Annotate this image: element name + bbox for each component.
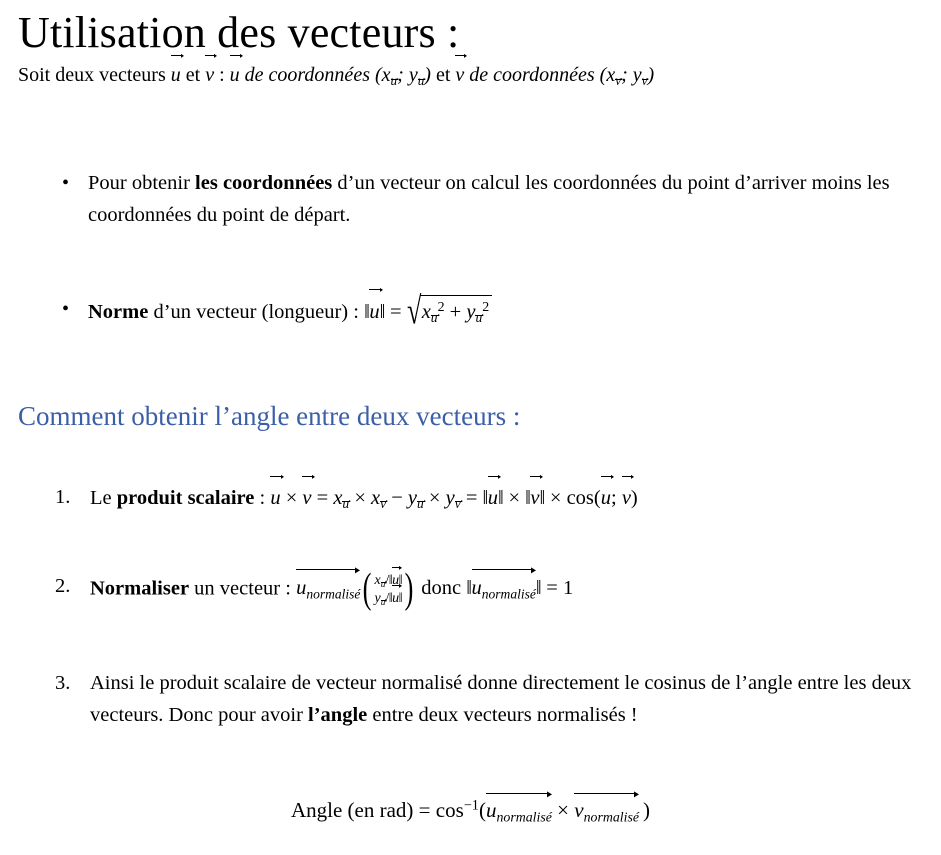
step-2-after: un vecteur : [189, 577, 297, 600]
step-1-number: 1. [55, 486, 71, 508]
sqrt-term2-exp: 2 [482, 299, 490, 315]
coord-v-sep: ; [621, 64, 633, 87]
norm-close: ‖ [379, 300, 385, 323]
ps-cos-close: ) [630, 487, 638, 509]
ps-norm-u-open: ‖ [482, 487, 488, 509]
ps-minus: − [386, 487, 408, 509]
sqrt-sign-icon: √ [406, 289, 422, 332]
sqrt-radicand: $x_u^2 + y_u^2$ [420, 295, 493, 329]
ps-xv: x [371, 487, 381, 509]
document-page [0, 8, 941, 855]
coord-u-sep: ; [397, 64, 409, 87]
ps-norm-u-vec: u [488, 482, 498, 515]
intro-prefix: Soit deux vecteurs [18, 64, 171, 87]
coord-v-x: x [606, 64, 616, 87]
ps-norm-v-open: ‖ [525, 487, 531, 509]
bullet-coordonnees-before: Pour obtenir [88, 172, 196, 194]
sqrt-plus: + [444, 300, 467, 323]
bullet-list [0, 168, 900, 390]
sqrt-term1-exp: 2 [437, 299, 445, 315]
final-open: ( [478, 798, 486, 822]
coord-v-close: ) [647, 64, 655, 87]
ps-xu: x [333, 487, 343, 509]
final-u-vector [486, 796, 552, 823]
final-label: Angle (en rad) [290, 798, 414, 822]
unorm-result: 1 [562, 577, 574, 600]
ps-times-5: × [544, 487, 567, 509]
ps-norm-v-vec: v [530, 482, 539, 515]
intro-phrase-2: de coordonnées [464, 64, 600, 87]
step-3-number: 3. [55, 671, 71, 694]
final-cos: cos [435, 798, 464, 822]
column-vector [360, 565, 416, 613]
unorm-norm-base: u [471, 577, 482, 600]
final-v-base: v [574, 798, 584, 822]
final-u-sub: normalisé [496, 809, 552, 825]
bullet-coordonnees-after: d’un vecteur on calcul les coordonnées du point d’arriver moins les coordonnées du point de départ. [88, 172, 890, 226]
coord-u-y: y [408, 64, 418, 87]
bullet-norme-after: d’un vecteur (longueur) : [148, 300, 365, 323]
sqrt-expression [406, 289, 493, 332]
page-title: Utilisation des vecteurs : [18, 8, 460, 57]
ps-times-2: × [349, 487, 371, 509]
unorm-norm-sub: normalisé [481, 586, 536, 602]
colvec-top-den-vec: u [392, 572, 399, 588]
norm-open: ‖ [364, 300, 370, 323]
coord-u-close: ) [424, 64, 431, 87]
step-3-bold: l’angle [308, 703, 368, 726]
intro-mid2: : [214, 64, 230, 87]
sqrt-term1-base: x [421, 300, 431, 323]
ps-norm-u-close: ‖ [498, 487, 504, 509]
final-u-base: u [485, 798, 497, 822]
ps-cos-u: u [601, 482, 611, 515]
colvec-bot-den-vec: u [392, 591, 399, 607]
intro-phrase-1: de coordonnées [239, 64, 375, 87]
ps-yu: y [407, 487, 418, 509]
section-heading [18, 400, 520, 432]
step-1-after: : [254, 487, 271, 509]
norm-vector-u: u [369, 296, 379, 329]
list-item-norme [0, 289, 900, 332]
ps-times-4: × [503, 487, 526, 509]
ps-cos-v: v [622, 482, 631, 515]
produit-scalaire-formula: $u \times v = x_u \times x_v - y_u \times y_v$ = ‖u‖ × ‖v‖ × cos(u; v) [270, 487, 637, 509]
list-item-produit-scalaire [0, 482, 920, 515]
coord-u-open: ( [374, 64, 382, 87]
final-exponent: −1 [463, 797, 479, 814]
colvec-bot-den: /‖u‖ [385, 591, 403, 607]
numbered-list [0, 482, 920, 731]
normaliser-formula [296, 565, 574, 613]
step-3-before: Ainsi le produit scalaire de vecteur normalisé donne directement le cosinus de l’angle entre les deux vecteurs. Donc pour avoir [90, 671, 912, 726]
intro-mid3: et [430, 64, 456, 87]
colvec-paren-open: ( [363, 565, 372, 613]
section-heading-text: Comment obtenir l’angle entre deux vecteurs : [18, 401, 521, 431]
ps-cos-open: ( [593, 487, 601, 509]
bullet-coordonnees-bold: les coordonnées [195, 172, 333, 194]
sqrt-term2-base: y [466, 300, 476, 323]
step-1-before: Le [90, 487, 117, 509]
ps-times-1: × [280, 487, 303, 509]
vector-v-glyph: v [205, 61, 214, 88]
unorm-norm-close: ‖ [535, 577, 542, 600]
vector-v-glyph-2: v [455, 61, 464, 88]
final-close: ) [643, 798, 651, 822]
ps-vec-v: v [302, 482, 311, 515]
colvec-top-num: x [374, 572, 381, 588]
ps-norm-v-close: ‖ [539, 487, 545, 509]
colvec-paren-close: ) [404, 565, 414, 613]
norm-equals: = [384, 300, 407, 323]
ps-equals-2: = [460, 487, 483, 509]
list-item-coordonnees [0, 168, 900, 232]
vector-u-glyph-2: u [230, 61, 240, 88]
unorm-sub: normalisé [306, 586, 361, 602]
final-formula [0, 796, 941, 823]
colvec-top-den: /‖u‖ [385, 572, 403, 588]
colvec-cell-top: $x_u/‖u‖$ [374, 572, 403, 589]
intro-line: Soit deux vecteurs u et v : u de coordonnées ($x_u$; $y_u$) et v de coordonnées ($x_v$; $y_v$) [18, 61, 941, 88]
list-item-normaliser [0, 565, 920, 613]
norme-formula [364, 289, 492, 332]
ps-cos-sep: ; [610, 487, 622, 509]
final-formula-expression [290, 797, 651, 825]
coord-v-open: ( [599, 64, 607, 87]
final-equals: = [413, 798, 436, 822]
step-2-bold: Normaliser [90, 577, 190, 600]
colvec-cells [375, 571, 402, 608]
final-v-vector [574, 796, 639, 823]
unorm-norm-open: ‖ [466, 577, 472, 600]
coord-v-y: y [632, 64, 642, 87]
unorm-norm-vector [472, 571, 536, 605]
final-times: × [551, 798, 575, 822]
ps-vec-u: u [270, 482, 280, 515]
normaliser-donc: donc [416, 577, 467, 600]
step-1-bold: produit scalaire [116, 487, 255, 509]
step-3-after: entre deux vecteurs normalisés ! [367, 703, 638, 726]
colvec-cell-bottom: $y_u/‖u‖$ [374, 591, 403, 608]
ps-equals-1: = [311, 487, 334, 509]
coord-u-x: x [381, 64, 391, 87]
step-2-number: 2. [55, 574, 71, 597]
final-v-sub: normalisé [583, 809, 640, 825]
unorm-equals: = [541, 577, 563, 600]
unorm-vector [296, 571, 360, 605]
bullet-norme-bold: Norme [88, 300, 149, 323]
unorm-base: u [296, 577, 307, 600]
vector-u-glyph: u [171, 61, 181, 88]
ps-times-3: × [423, 487, 446, 509]
colvec-bot-num: y [374, 591, 381, 607]
ps-cos: cos [566, 487, 594, 509]
intro-mid1: et [180, 64, 206, 87]
ps-yv: y [445, 487, 455, 509]
list-item-angle [0, 668, 920, 732]
